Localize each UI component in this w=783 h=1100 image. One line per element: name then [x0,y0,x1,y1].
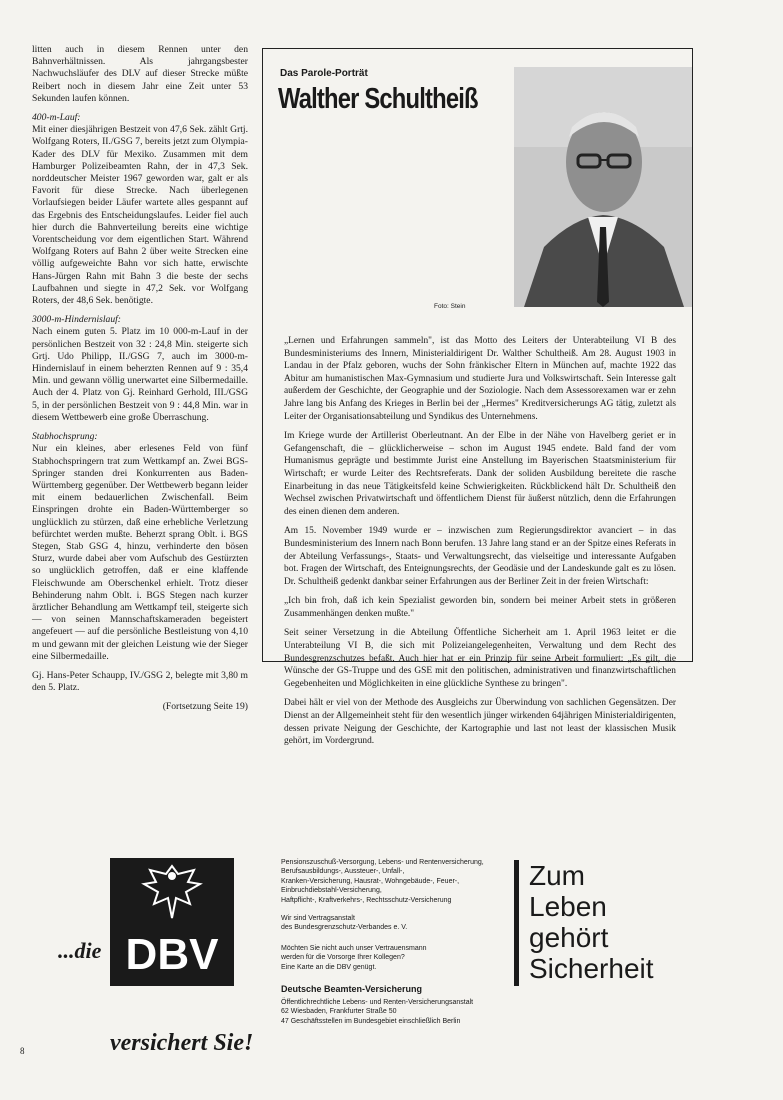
ad-versichert-text: versichert Sie! [110,1030,254,1056]
address-line: 47 Geschäftsstellen im Bundesgebiet einschließlich Berlin [281,1017,461,1025]
slogan-line: Leben [529,891,607,922]
article-paragraph: Seit seiner Versetzung in die Abteilung Öffentliche Sicherheit am 1. April 1963 leitet er die Unterabteilung VI B, die sich mit Polizeiangelegenheiten, Verwaltung und dem Recht des Bundesgrenzschutzes befaßt. Auch hier hat er ein Prinzip für seine Arbeit formuliert: „Es gilt, die Wünsche der GS-Truppe und des GSE mit den politischen, administrativen und finanzwirtschaftlichen Gegebenheiten und Möglichkeiten in eine glückliche Synthese zu bringen". [284,628,676,689]
slogan-line: gehört [529,922,609,953]
slogan-line: Sicherheit [529,953,654,984]
service-line: Pensionszuschuß-Versorgung, Lebens- und Rentenversicherung, [281,859,484,866]
portrait-article [284,335,676,755]
slogan-line: Zum [529,860,585,891]
address-line: 62 Wiesbaden, Frankfurter Straße 50 [281,1008,397,1016]
service-line: Haftpflicht-, Kraftverkehrs-, Rechtsschutz-Versicherung [281,896,452,904]
portrait-kicker: Das Parole-Porträt [280,68,368,79]
dbv-advertisement [16,858,764,1078]
partner-line: Wir sind Vertragsanstalt [281,915,355,922]
ad-services [281,858,484,905]
article-quote: „Ich bin froh, daß ich kein Spezialist geworden bin, sondern bei meiner Arbeit stets in größeren Zusammenhängen denken mußte." [284,596,676,619]
section-text: Nach einem guten 5. Platz im 10 000-m-Lauf in der persönlichen Bestzeit von 32 : 24,8 Min. steigerte sich Grtj. Udo Philipp, II./GSG 7, auch im 3000-m-Hindernislauf in einem beherzten Rennen auf 9 : 35,4 Min. und gewann völlig unerwartet eine Silbermedaille. Auch der 4. Platz von Gj. Reinhard Gerhold, III./GSG 5, in der persönlichen Bestzeit von 9 : 44,8 Min. war in diesem Wettbewerb eine große Überraschung. [32,326,248,423]
section-heading: 400-m-Lauf: [32,112,81,124]
article-paragraph: Am 15. November 1949 wurde er – inzwischen zum Regierungsdirektor avanciert – in das Bundesministerium des Innern nach Bonn berufen. 13 Jahre lang stand er an der Spitze eines Referats in der Abteilung Verfassungs-, Staats- und Verwaltungsrecht, das vielseitige und interessante Aufgaben bot. Fragen der Wirtschaft, des Enteignungsrechts, der Geodäsie und der Landeskunde galt es zu lösen. Dr. Schultheiß gedenkt dankbar seiner Erfahrungen aus der Berliner Zeit in der freien Wirtschaft: [284,526,676,587]
ad-slogan [514,860,654,986]
section-heading: Stabhochsprung: [32,431,98,443]
service-line: Einbruchdiebstahl-Versicherung, [281,887,382,895]
left-column [32,44,248,714]
ad-address [281,998,473,1026]
portrait-name: Walther Schultheiß [278,83,478,115]
intro-paragraph: litten auch in diesem Rennen unter den Bahnverhältnissen. Als jahrgangsbester Nachwuchsläufer des DLV auf dieser Strecke müßte Reibert noch in diesem Jahr eine Zeit unter 53 Sekunden laufen können. [32,44,248,104]
logo-dbv-text: DBV [125,930,219,979]
partner-line: des Bundesgrenzschutz-Verbandes e. V. [281,924,408,932]
eagle-icon [110,858,234,928]
ad-brand: Deutsche Beamten-Versicherung [281,984,423,994]
page-number: 8 [20,1046,25,1056]
address-line: Öffentlichrechtliche Lebens- und Renten-Versicherungsanstalt [281,999,474,1006]
dbv-logo [110,858,234,986]
photo-credit: Foto: Stein [434,303,466,310]
article-paragraph: „Lernen und Erfahrungen sammeln", ist das Motto des Leiters der Unterabteilung VI B des Bundesministeriums des Innern, Ministerialdirigent Dr. Walther Schultheiß. Am 28. August 1903 in Landau in der Pfalz geboren, wuchs der Sohn fränkischer Eltern in München auf, machte 1922 das Abitur am humanistischen Max-Gymnasium und studierte Jura und Volkswirtschaft. Sein Interesse galt außerdem der Geschichte, der Geographie und der Soziologie. Nach dem Assessorexamen war er zehn Jahre lang bis Anfang des Krieges in Berlin bei der „Hermes" Kreditversicherungs AG tätig, zuletzt als Leiter der Organisationsabteilung und Syndikus des Unternehmens. [284,336,676,422]
cta-line: Möchten Sie nicht auch unser Vertrauensmann [281,945,427,952]
cta-line: werden für die Vorsorge Ihrer Kollegen? [281,954,405,962]
continuation-note: (Fortsetzung Seite 19) [162,701,248,713]
article-paragraph: Dabei hält er viel von der Methode des Ausgleichs zur Überwindung von sachlichen Gegensätzen. Der Dienst an der Allgemeinheit steht für den wesentlich jünger wirkenden 64jährigen Ministerialdirigenten, dessen private Neigung der Geschichte, der Kartographie und last not least der klassischen Musik gehört, im Vordergrund. [284,698,676,747]
portrait-box [262,48,693,747]
section-text: Mit einer diesjährigen Bestzeit von 47,6 Sek. zählt Grtj. Wolfgang Roters, II./GSG 7, bereits jetzt zum Olympia-Kader des DLV für Mexiko. Zusammen mit dem Hamburger Polizeibeamten Rahn, der in 47,3 Sek. norddeutscher Meister 1967 geworden war, galt er als Favorit für diese Strecke. Nach überlegenen Vorlaufsiegen beider Läufer wartete alles gespannt auf das Ergebnis des Entscheidungslaufes. Leider fiel auch hier durch die Bahnverteilung bereits eine wichtige Vorentscheidung vor dem eigentlichen Start. Während Wolfgang Roters auf Bahn 2 über weite Strecken eine völlig aufgeweichte Bahn vor sich hatte, erwischte Hans-Jürgen Rahn mit Bahn 3 die beste der sechs Laufbahnen und siegte in 47,2 Sek. vor Wolfgang Roters, der 48,6 Sek. benötigte. [32,124,248,307]
service-line: Kranken-Versicherung, Hausrat-, Wohngebäude-, Feuer-, [281,877,460,885]
ad-die-text: ...die [58,938,102,963]
section-heading: 3000-m-Hindernislauf: [32,314,121,326]
ad-cta [281,944,427,972]
section-text: Gj. Hans-Peter Schaupp, IV./GSG 2, belegte mit 3,80 m den 5. Platz. [32,669,248,694]
section-text: Nur ein kleines, aber erlesenes Feld von fünf Stabhochspringern trat zum Wettkampf an. Zwei BGS-Springer standen drei Konkurrenten aus Baden-Württemberg gegenüber. Der Wettbewerb begann leider mit einem bedauerlichen Zwischenfall. Beim Einspringen drohte ein Baden-Württemberger so unglücklich zu stürzen, daß eine erhebliche Verletzung befürchtet werden mußte. Beherzt sprang Oblt. i. BGS Stegen, Stab GSG 4, hinzu, verhinderte den bösen Sturz, wurde dabei aber vom Aufschub des Gestürzten so unglücklich getroffen, daß er eine klaffende Fleischwunde am Oberschenkel erhielt. Trotz dieser Behinderung nahm Oblt. i. BGS Stegen nach kurzer ärztlicher Behandlung am Wettkampf teil, steigerte sich — von seinen Mannschaftskameraden begeistert angefeuert — auf die persönliche Bestleistung von 4,10 m und gewann mit der gleichen Leistung wie der Sieger eine Silbermedaille. [32,443,248,662]
cta-line: Eine Karte an die DBV genügt. [281,963,377,971]
portrait-photo [514,67,692,307]
service-line: Berufsausbildungs-, Aussteuer-, Unfall-, [281,868,405,876]
ad-partner [281,914,407,933]
article-paragraph: Im Kriege wurde der Artillerist Oberleutnant. An der Elbe in der Nähe von Havelberg geriet er in Gefangenschaft, die – glücklicherweise – schon im August 1945 endete. Bald fand der vom Humanismus geprägte und bestimmte Jurist eine Anstellung im Bayerischen Staatsministerium für Wirtschaft; er wurde Leiter des Rechtsreferats. Dank der soliden Ausbildung bereitete die rasche Einarbeitung in das neue Tätigkeitsfeld keine Schwierigkeiten. Rückblickend hält Dr. Schultheiß den Wechsel zwischen Privatwirtschaft und öffentlichem Dienst für äußerst nützlich, denn die Erfahrungen des einen dienen dem anderen. [284,431,676,517]
